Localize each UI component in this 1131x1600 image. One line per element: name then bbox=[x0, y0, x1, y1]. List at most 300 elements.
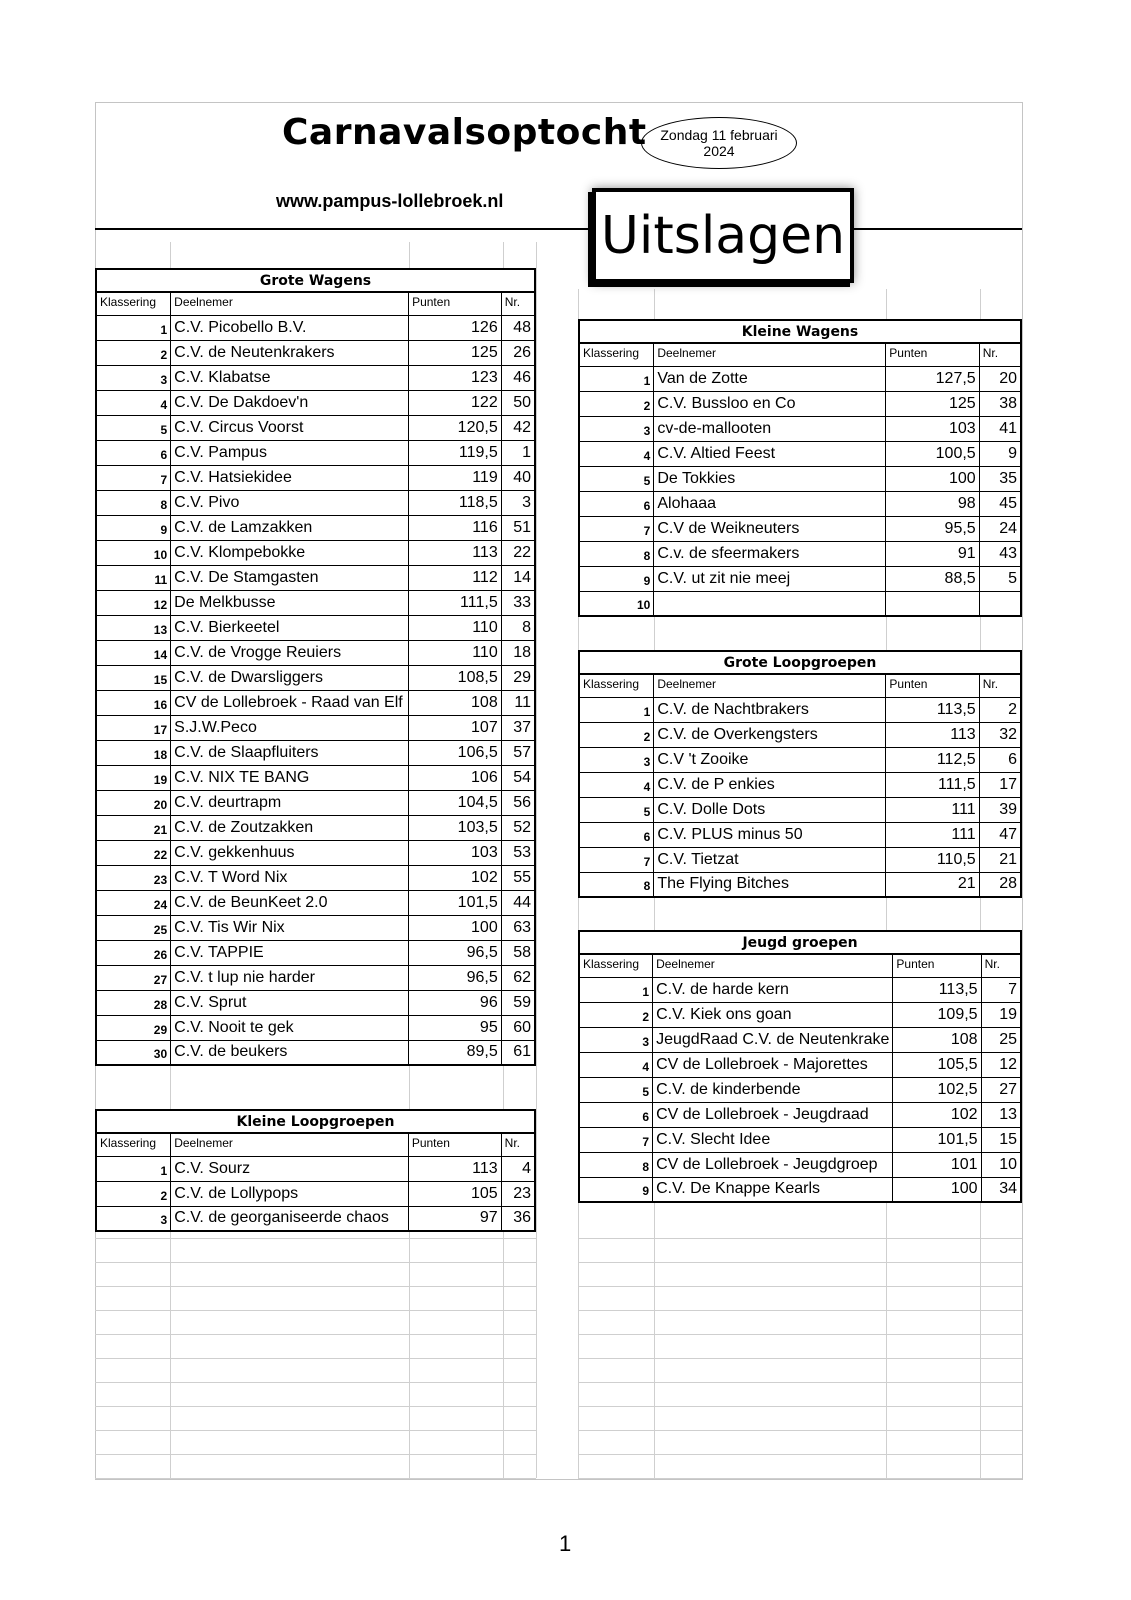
table-row bbox=[96, 365, 535, 390]
column-header-rank: Klassering bbox=[579, 954, 653, 977]
number-cell: 7 bbox=[981, 977, 1021, 1002]
table-row bbox=[579, 566, 1021, 591]
number-cell: 19 bbox=[981, 1002, 1021, 1027]
rank-cell: 4 bbox=[579, 1052, 653, 1077]
table-caption: Kleine Loopgroepen bbox=[96, 1110, 535, 1133]
number-cell: 25 bbox=[981, 1027, 1021, 1052]
gridline bbox=[95, 1358, 536, 1359]
gridline bbox=[578, 1262, 1022, 1263]
column-header-points: Punten bbox=[886, 674, 979, 697]
table-row bbox=[579, 541, 1021, 566]
points-cell: 111,5 bbox=[409, 590, 502, 615]
column-header-number: Nr. bbox=[981, 954, 1021, 977]
number-cell: 33 bbox=[501, 590, 535, 615]
rank-cell: 1 bbox=[579, 366, 654, 391]
rank-cell: 10 bbox=[96, 540, 171, 565]
column-header-rank: Klassering bbox=[579, 674, 654, 697]
number-cell: 57 bbox=[501, 740, 535, 765]
number-cell: 42 bbox=[501, 415, 535, 440]
participant-cell: C.V. deurtrapm bbox=[171, 790, 409, 815]
points-cell: 91 bbox=[886, 541, 979, 566]
table-row bbox=[96, 815, 535, 840]
number-cell: 10 bbox=[981, 1152, 1021, 1177]
column-header-rank: Klassering bbox=[96, 292, 171, 315]
points-cell: 111 bbox=[886, 797, 979, 822]
gridline bbox=[578, 1334, 1022, 1335]
rank-cell: 9 bbox=[579, 1177, 653, 1202]
table-row bbox=[579, 466, 1021, 491]
participant-cell: C.V. Dolle Dots bbox=[654, 797, 886, 822]
table-row bbox=[96, 415, 535, 440]
rank-cell: 7 bbox=[96, 465, 171, 490]
rank-cell: 21 bbox=[96, 815, 171, 840]
participant-cell: C.V. de georganiseerde chaos bbox=[171, 1206, 409, 1231]
points-cell: 110 bbox=[409, 615, 502, 640]
table-row bbox=[96, 990, 535, 1015]
participant-cell: The Flying Bitches bbox=[654, 872, 886, 897]
number-cell: 23 bbox=[501, 1181, 535, 1206]
points-cell bbox=[886, 591, 979, 616]
number-cell: 58 bbox=[501, 940, 535, 965]
points-cell: 102,5 bbox=[893, 1077, 981, 1102]
column-header-row bbox=[96, 1133, 535, 1156]
number-cell: 1 bbox=[501, 440, 535, 465]
points-cell: 95,5 bbox=[886, 516, 979, 541]
table-row bbox=[579, 1127, 1021, 1152]
number-cell: 48 bbox=[501, 315, 535, 340]
event-date-oval bbox=[641, 117, 797, 169]
rank-cell: 26 bbox=[96, 940, 171, 965]
table-row bbox=[96, 865, 535, 890]
column-header-number: Nr. bbox=[979, 343, 1021, 366]
gridline bbox=[95, 1406, 536, 1407]
gridline bbox=[578, 1286, 1022, 1287]
table-row bbox=[579, 516, 1021, 541]
rank-cell: 20 bbox=[96, 790, 171, 815]
rank-cell: 3 bbox=[579, 1027, 653, 1052]
gridline bbox=[95, 1238, 536, 1239]
table-row bbox=[96, 1156, 535, 1181]
rank-cell: 22 bbox=[96, 840, 171, 865]
number-cell: 45 bbox=[979, 491, 1021, 516]
table-row bbox=[96, 890, 535, 915]
table-row bbox=[579, 416, 1021, 441]
participant-cell: CV de Lollebroek - Jeugdraad bbox=[653, 1102, 893, 1127]
table-row bbox=[96, 465, 535, 490]
rank-cell: 1 bbox=[96, 1156, 171, 1181]
rank-cell: 11 bbox=[96, 565, 171, 590]
number-cell: 52 bbox=[501, 815, 535, 840]
table-row bbox=[96, 615, 535, 640]
column-header-points: Punten bbox=[409, 292, 502, 315]
gridline bbox=[536, 242, 537, 1478]
rank-cell: 6 bbox=[579, 1102, 653, 1127]
rank-cell: 9 bbox=[96, 515, 171, 540]
results-table-grote-loopgroepen bbox=[578, 650, 1022, 898]
points-cell: 113,5 bbox=[893, 977, 981, 1002]
points-cell: 123 bbox=[409, 365, 502, 390]
rank-cell: 8 bbox=[579, 541, 654, 566]
points-cell: 100,5 bbox=[886, 441, 979, 466]
results-table-jeugd-groepen bbox=[578, 930, 1022, 1203]
column-header-participant: Deelnemer bbox=[653, 954, 893, 977]
participant-cell: C.V. Tis Wir Nix bbox=[171, 915, 409, 940]
column-header-rank: Klassering bbox=[96, 1133, 171, 1156]
participant-cell: C.V 't Zooike bbox=[654, 747, 886, 772]
number-cell: 50 bbox=[501, 390, 535, 415]
participant-cell: C.V. de Nachtbrakers bbox=[654, 697, 886, 722]
number-cell: 11 bbox=[501, 690, 535, 715]
participant-cell: C.V. Altied Feest bbox=[654, 441, 886, 466]
rank-cell: 7 bbox=[579, 1127, 653, 1152]
table-row bbox=[96, 565, 535, 590]
table-row bbox=[96, 590, 535, 615]
table-row bbox=[579, 847, 1021, 872]
number-cell: 59 bbox=[501, 990, 535, 1015]
rank-cell: 2 bbox=[579, 391, 654, 416]
rank-cell: 2 bbox=[579, 1002, 653, 1027]
gridline bbox=[578, 1406, 1022, 1407]
points-cell: 119 bbox=[409, 465, 502, 490]
number-cell: 54 bbox=[501, 765, 535, 790]
number-cell: 46 bbox=[501, 365, 535, 390]
table-row bbox=[579, 366, 1021, 391]
table-row bbox=[579, 822, 1021, 847]
table-row bbox=[579, 1102, 1021, 1127]
table-row bbox=[96, 690, 535, 715]
participant-cell: C.V. de BeunKeet 2.0 bbox=[171, 890, 409, 915]
number-cell bbox=[979, 591, 1021, 616]
points-cell: 113 bbox=[408, 1156, 501, 1181]
points-cell: 89,5 bbox=[409, 1040, 502, 1065]
column-header-number: Nr. bbox=[501, 292, 535, 315]
number-cell: 41 bbox=[979, 416, 1021, 441]
number-cell: 40 bbox=[501, 465, 535, 490]
rank-cell: 16 bbox=[96, 690, 171, 715]
participant-cell: CV de Lollebroek - Majorettes bbox=[653, 1052, 893, 1077]
table-caption: Grote Wagens bbox=[96, 269, 535, 292]
participant-cell: C.V. de Slaapfluiters bbox=[171, 740, 409, 765]
number-cell: 6 bbox=[979, 747, 1021, 772]
participant-cell: C.V. de Zoutzakken bbox=[171, 815, 409, 840]
number-cell: 37 bbox=[501, 715, 535, 740]
event-date-line1: Zondag 11 februari bbox=[660, 127, 778, 143]
table-row bbox=[579, 872, 1021, 897]
rank-cell: 27 bbox=[96, 965, 171, 990]
rank-cell: 6 bbox=[579, 822, 654, 847]
participant-cell: C.v. de sfeermakers bbox=[654, 541, 886, 566]
points-cell: 113,5 bbox=[886, 697, 979, 722]
rank-cell: 5 bbox=[579, 466, 654, 491]
number-cell: 29 bbox=[501, 665, 535, 690]
points-cell: 125 bbox=[886, 391, 979, 416]
number-cell: 43 bbox=[979, 541, 1021, 566]
gridline bbox=[578, 1382, 1022, 1383]
column-header-number: Nr. bbox=[501, 1133, 535, 1156]
number-cell: 9 bbox=[979, 441, 1021, 466]
points-cell: 96 bbox=[409, 990, 502, 1015]
column-header-points: Punten bbox=[886, 343, 979, 366]
participant-cell: C.V. Nooit te gek bbox=[171, 1015, 409, 1040]
points-cell: 95 bbox=[409, 1015, 502, 1040]
number-cell: 63 bbox=[501, 915, 535, 940]
rank-cell: 6 bbox=[96, 440, 171, 465]
points-cell: 112 bbox=[409, 565, 502, 590]
page-number: 1 bbox=[559, 1531, 572, 1556]
number-cell: 55 bbox=[501, 865, 535, 890]
table-row bbox=[96, 340, 535, 365]
table-row bbox=[96, 715, 535, 740]
participant-cell: C.V. de Neutenkrakers bbox=[171, 340, 409, 365]
column-header-participant: Deelnemer bbox=[654, 343, 886, 366]
rank-cell: 28 bbox=[96, 990, 171, 1015]
points-cell: 21 bbox=[886, 872, 979, 897]
points-cell: 104,5 bbox=[409, 790, 502, 815]
table-row bbox=[579, 697, 1021, 722]
points-cell: 98 bbox=[886, 491, 979, 516]
gridline bbox=[578, 1358, 1022, 1359]
points-cell: 88,5 bbox=[886, 566, 979, 591]
results-table-grote-wagens bbox=[95, 268, 536, 1066]
number-cell: 35 bbox=[979, 466, 1021, 491]
results-table-kleine-loopgroepen bbox=[95, 1109, 536, 1232]
table-row bbox=[96, 315, 535, 340]
points-cell: 113 bbox=[409, 540, 502, 565]
rank-cell: 7 bbox=[579, 847, 654, 872]
number-cell: 39 bbox=[979, 797, 1021, 822]
results-banner: Uitslagen bbox=[592, 188, 854, 283]
participant-cell: cv-de-mallooten bbox=[654, 416, 886, 441]
gridline bbox=[95, 1454, 536, 1455]
points-cell: 96,5 bbox=[409, 940, 502, 965]
table-row bbox=[96, 490, 535, 515]
number-cell: 4 bbox=[501, 1156, 535, 1181]
rank-cell: 5 bbox=[579, 797, 654, 822]
number-cell: 60 bbox=[501, 1015, 535, 1040]
participant-cell: C.V. de P enkies bbox=[654, 772, 886, 797]
rank-cell: 5 bbox=[579, 1077, 653, 1102]
participant-cell: C.V. Bierkeetel bbox=[171, 615, 409, 640]
number-cell: 47 bbox=[979, 822, 1021, 847]
rank-cell: 9 bbox=[579, 566, 654, 591]
number-cell: 21 bbox=[979, 847, 1021, 872]
rank-cell: 1 bbox=[579, 697, 654, 722]
table-caption: Grote Loopgroepen bbox=[579, 651, 1021, 674]
rank-cell: 18 bbox=[96, 740, 171, 765]
points-cell: 108 bbox=[409, 690, 502, 715]
gridline bbox=[578, 1478, 1022, 1479]
points-cell: 109,5 bbox=[893, 1002, 981, 1027]
participant-cell: C.V. Pivo bbox=[171, 490, 409, 515]
table-row bbox=[96, 665, 535, 690]
points-cell: 100 bbox=[893, 1177, 981, 1202]
points-cell: 101 bbox=[893, 1152, 981, 1177]
points-cell: 105 bbox=[408, 1181, 501, 1206]
rank-cell: 8 bbox=[96, 490, 171, 515]
rank-cell: 12 bbox=[96, 590, 171, 615]
participant-cell: De Melkbusse bbox=[171, 590, 409, 615]
number-cell: 36 bbox=[501, 1206, 535, 1231]
number-cell: 17 bbox=[979, 772, 1021, 797]
column-header-participant: Deelnemer bbox=[171, 292, 409, 315]
table-row bbox=[96, 915, 535, 940]
participant-cell: C.V. T Word Nix bbox=[171, 865, 409, 890]
number-cell: 44 bbox=[501, 890, 535, 915]
rank-cell: 3 bbox=[579, 747, 654, 772]
table-row bbox=[579, 722, 1021, 747]
participant-cell: C.V. de Lamzakken bbox=[171, 515, 409, 540]
points-cell: 101,5 bbox=[893, 1127, 981, 1152]
gridline bbox=[95, 1430, 536, 1431]
number-cell: 56 bbox=[501, 790, 535, 815]
rank-cell: 1 bbox=[96, 315, 171, 340]
gridline bbox=[95, 1382, 536, 1383]
column-header-row bbox=[579, 343, 1021, 366]
table-row bbox=[579, 977, 1021, 1002]
table-row bbox=[579, 772, 1021, 797]
participant-cell: C.V. PLUS minus 50 bbox=[654, 822, 886, 847]
table-row bbox=[579, 747, 1021, 772]
participant-cell: De Tokkies bbox=[654, 466, 886, 491]
number-cell: 62 bbox=[501, 965, 535, 990]
rank-cell: 13 bbox=[96, 615, 171, 640]
points-cell: 108,5 bbox=[409, 665, 502, 690]
table-row bbox=[96, 390, 535, 415]
participant-cell: C.V de Weikneuters bbox=[654, 516, 886, 541]
table-row bbox=[579, 797, 1021, 822]
gridline bbox=[578, 1430, 1022, 1431]
column-header-points: Punten bbox=[408, 1133, 501, 1156]
table-row bbox=[96, 515, 535, 540]
points-cell: 107 bbox=[409, 715, 502, 740]
column-header-participant: Deelnemer bbox=[654, 674, 886, 697]
table-row bbox=[96, 790, 535, 815]
rank-cell: 17 bbox=[96, 715, 171, 740]
column-header-row bbox=[96, 292, 535, 315]
table-row bbox=[579, 491, 1021, 516]
page-title: Carnavalsoptocht bbox=[282, 112, 647, 153]
table-row bbox=[579, 391, 1021, 416]
rank-cell: 2 bbox=[579, 722, 654, 747]
gridline bbox=[578, 1310, 1022, 1311]
rank-cell: 4 bbox=[579, 441, 654, 466]
points-cell: 96,5 bbox=[409, 965, 502, 990]
participant-cell: C.V. Bussloo en Co bbox=[654, 391, 886, 416]
points-cell: 110 bbox=[409, 640, 502, 665]
number-cell: 22 bbox=[501, 540, 535, 565]
gridline bbox=[578, 1238, 1022, 1239]
table-row bbox=[96, 940, 535, 965]
table-row bbox=[579, 1077, 1021, 1102]
table-row bbox=[579, 1177, 1021, 1202]
table-row bbox=[96, 1040, 535, 1065]
rank-cell: 29 bbox=[96, 1015, 171, 1040]
column-header-row bbox=[579, 674, 1021, 697]
participant-cell: C.V. gekkenhuus bbox=[171, 840, 409, 865]
points-cell: 126 bbox=[409, 315, 502, 340]
points-cell: 120,5 bbox=[409, 415, 502, 440]
number-cell: 38 bbox=[979, 391, 1021, 416]
table-row bbox=[96, 540, 535, 565]
points-cell: 112,5 bbox=[886, 747, 979, 772]
rank-cell: 14 bbox=[96, 640, 171, 665]
rank-cell: 8 bbox=[579, 872, 654, 897]
number-cell: 51 bbox=[501, 515, 535, 540]
points-cell: 125 bbox=[409, 340, 502, 365]
participant-cell: C.V. Klabatse bbox=[171, 365, 409, 390]
points-cell: 100 bbox=[409, 915, 502, 940]
participant-cell: C.V. Picobello B.V. bbox=[171, 315, 409, 340]
number-cell: 32 bbox=[979, 722, 1021, 747]
number-cell: 8 bbox=[501, 615, 535, 640]
points-cell: 103,5 bbox=[409, 815, 502, 840]
participant-cell: C.V. Tietzat bbox=[654, 847, 886, 872]
website-url: www.pampus-lollebroek.nl bbox=[276, 191, 504, 211]
gridline bbox=[578, 1454, 1022, 1455]
points-cell: 106,5 bbox=[409, 740, 502, 765]
rank-cell: 3 bbox=[96, 365, 171, 390]
rank-cell: 7 bbox=[579, 516, 654, 541]
table-row bbox=[579, 1152, 1021, 1177]
table-row bbox=[96, 840, 535, 865]
participant-cell: S.J.W.Peco bbox=[171, 715, 409, 740]
points-cell: 119,5 bbox=[409, 440, 502, 465]
table-row bbox=[96, 1181, 535, 1206]
number-cell: 61 bbox=[501, 1040, 535, 1065]
participant-cell: C.V. Kiek ons goan bbox=[653, 1002, 893, 1027]
rank-cell: 2 bbox=[96, 1181, 171, 1206]
participant-cell: CV de Lollebroek - Jeugdgroep bbox=[653, 1152, 893, 1177]
gridline bbox=[95, 1478, 536, 1479]
points-cell: 103 bbox=[409, 840, 502, 865]
rank-cell: 3 bbox=[96, 1206, 171, 1231]
number-cell: 13 bbox=[981, 1102, 1021, 1127]
points-cell: 97 bbox=[408, 1206, 501, 1231]
number-cell: 20 bbox=[979, 366, 1021, 391]
table-row bbox=[96, 1015, 535, 1040]
gridline bbox=[95, 1334, 536, 1335]
rank-cell: 25 bbox=[96, 915, 171, 940]
column-header-participant: Deelnemer bbox=[171, 1133, 409, 1156]
number-cell: 12 bbox=[981, 1052, 1021, 1077]
gridline bbox=[95, 1262, 536, 1263]
number-cell: 27 bbox=[981, 1077, 1021, 1102]
participant-cell: C.V. de Overkengsters bbox=[654, 722, 886, 747]
table-row bbox=[579, 1002, 1021, 1027]
participant-cell: C.V. Sprut bbox=[171, 990, 409, 1015]
participant-cell bbox=[654, 591, 886, 616]
table-caption: Jeugd groepen bbox=[579, 931, 1021, 954]
participant-cell: C.V. de Dwarsliggers bbox=[171, 665, 409, 690]
participant-cell: C.V. de harde kern bbox=[653, 977, 893, 1002]
number-cell: 24 bbox=[979, 516, 1021, 541]
number-cell: 5 bbox=[979, 566, 1021, 591]
points-cell: 118,5 bbox=[409, 490, 502, 515]
participant-cell: C.V. ut zit nie meej bbox=[654, 566, 886, 591]
participant-cell: C.V. TAPPIE bbox=[171, 940, 409, 965]
rank-cell: 30 bbox=[96, 1040, 171, 1065]
rank-cell: 8 bbox=[579, 1152, 653, 1177]
participant-cell: C.V. de Vrogge Reuiers bbox=[171, 640, 409, 665]
event-date-line2: 2024 bbox=[703, 143, 735, 159]
points-cell: 100 bbox=[886, 466, 979, 491]
table-row bbox=[579, 1027, 1021, 1052]
rank-cell: 15 bbox=[96, 665, 171, 690]
participant-cell: C.V. de beukers bbox=[171, 1040, 409, 1065]
table-row bbox=[96, 765, 535, 790]
rank-cell: 24 bbox=[96, 890, 171, 915]
points-cell: 102 bbox=[893, 1102, 981, 1127]
